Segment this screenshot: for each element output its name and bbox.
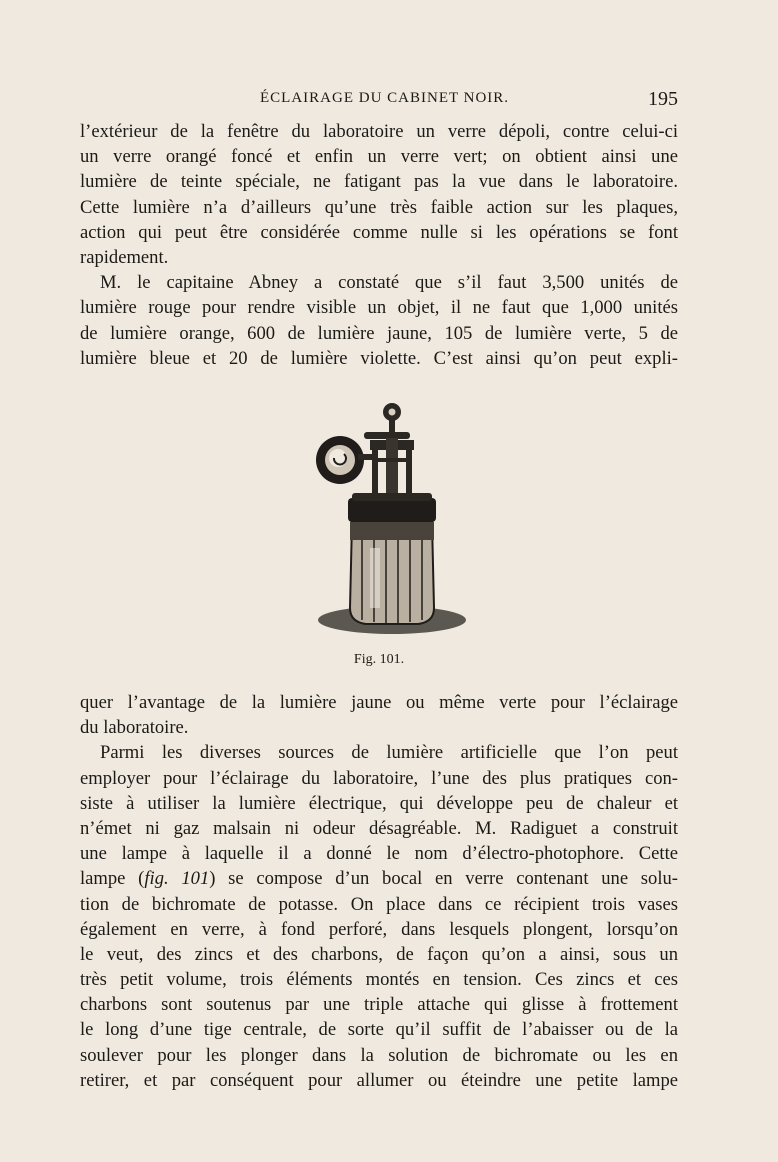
text-block-bottom bbox=[80, 690, 678, 1093]
text-line: quer l’avantage de la lumière jaune ou même verte pour l’éclairage bbox=[80, 692, 678, 713]
figure-caption: Fig. 101. bbox=[353, 652, 405, 667]
text-fragment: lampe ( bbox=[80, 868, 145, 890]
text-line: retirer, et par conséquent pour allumer ou éteindre une petite lampe bbox=[80, 1069, 678, 1091]
text-line: très petit volume, trois éléments montés en tension. Ces zincs et ces bbox=[80, 969, 678, 991]
text-block-top bbox=[80, 119, 678, 371]
text-line: également en verre, à fond perforé, dans lesquels plongent, lorsqu’on bbox=[80, 918, 678, 940]
figure-reference: fig. 101 bbox=[144, 868, 210, 890]
text-line: lumière bleue et 20 de lumière violette. C’est ainsi qu’on peut expli- bbox=[80, 347, 678, 369]
text-line: le veut, des zincs et des charbons, de façon qu’on a ainsi, sous un bbox=[80, 943, 678, 965]
text-line: l’extérieur de la fenêtre du laboratoire un verre dépoli, contre celui-ci bbox=[80, 121, 678, 142]
text-fragment: ) se compose d’un bocal en verre contenant une solu- bbox=[209, 868, 678, 890]
text-line: le long d’une tige centrale, de sorte qu’il suffit de l’abaisser ou de la bbox=[80, 1019, 678, 1041]
text-line: de lumière orange, 600 de lumière jaune, 105 de lumière verte, 5 de bbox=[80, 322, 678, 344]
text-line: rapidement. bbox=[80, 246, 169, 268]
page-header bbox=[80, 88, 678, 114]
text-line: Parmi les diverses sources de lumière artificielle que l’on peut bbox=[100, 742, 678, 764]
lamp-illustration bbox=[310, 398, 470, 638]
text-line: un verre orangé foncé et enfin un verre vert; on obtient ainsi une bbox=[80, 146, 678, 168]
text-line: du laboratoire. bbox=[80, 717, 189, 739]
text-line: M. le capitaine Abney a constaté que s’il faut 3,500 unités de bbox=[100, 272, 678, 294]
page-number: 195 bbox=[648, 88, 678, 110]
text-line: Cette lumière n’a d’ailleurs qu’une très faible action sur les plaques, bbox=[80, 196, 678, 218]
text-line: une lampe à laquelle il a donné le nom d’électro-photophore. Cette bbox=[80, 843, 678, 865]
text-line: n’émet ni gaz malsain ni odeur désagréable. M. Radiguet a construit bbox=[80, 817, 678, 839]
figure-crossbar bbox=[364, 432, 410, 439]
text-line: lumière rouge pour rendre visible un objet, il ne faut que 1,000 unités bbox=[80, 297, 678, 319]
text-line: action qui peut être considérée comme nulle si les opérations se font bbox=[80, 221, 678, 243]
text-line: soulever pour les plonger dans la solution de bichromate ou les en bbox=[80, 1044, 678, 1066]
text-line: employer pour l’éclairage du laboratoire, l’une des plus pratiques con- bbox=[80, 767, 678, 789]
text-line: charbons sont soutenus par une triple attache qui glisse à frottement bbox=[80, 994, 678, 1016]
text-line: siste à utiliser la lumière électrique, qui développe peu de chaleur et bbox=[80, 792, 678, 814]
figure-lid bbox=[348, 498, 436, 522]
text-line: lumière de teinte spéciale, ne fatigant pas la vue dans le laboratoire. bbox=[80, 171, 678, 193]
text-line: tion de bichromate de potasse. On place dans ce récipient trois vases bbox=[80, 893, 678, 915]
running-title: ÉCLAIRAGE DU CABINET NOIR. bbox=[260, 90, 510, 106]
text-line bbox=[80, 866, 678, 891]
